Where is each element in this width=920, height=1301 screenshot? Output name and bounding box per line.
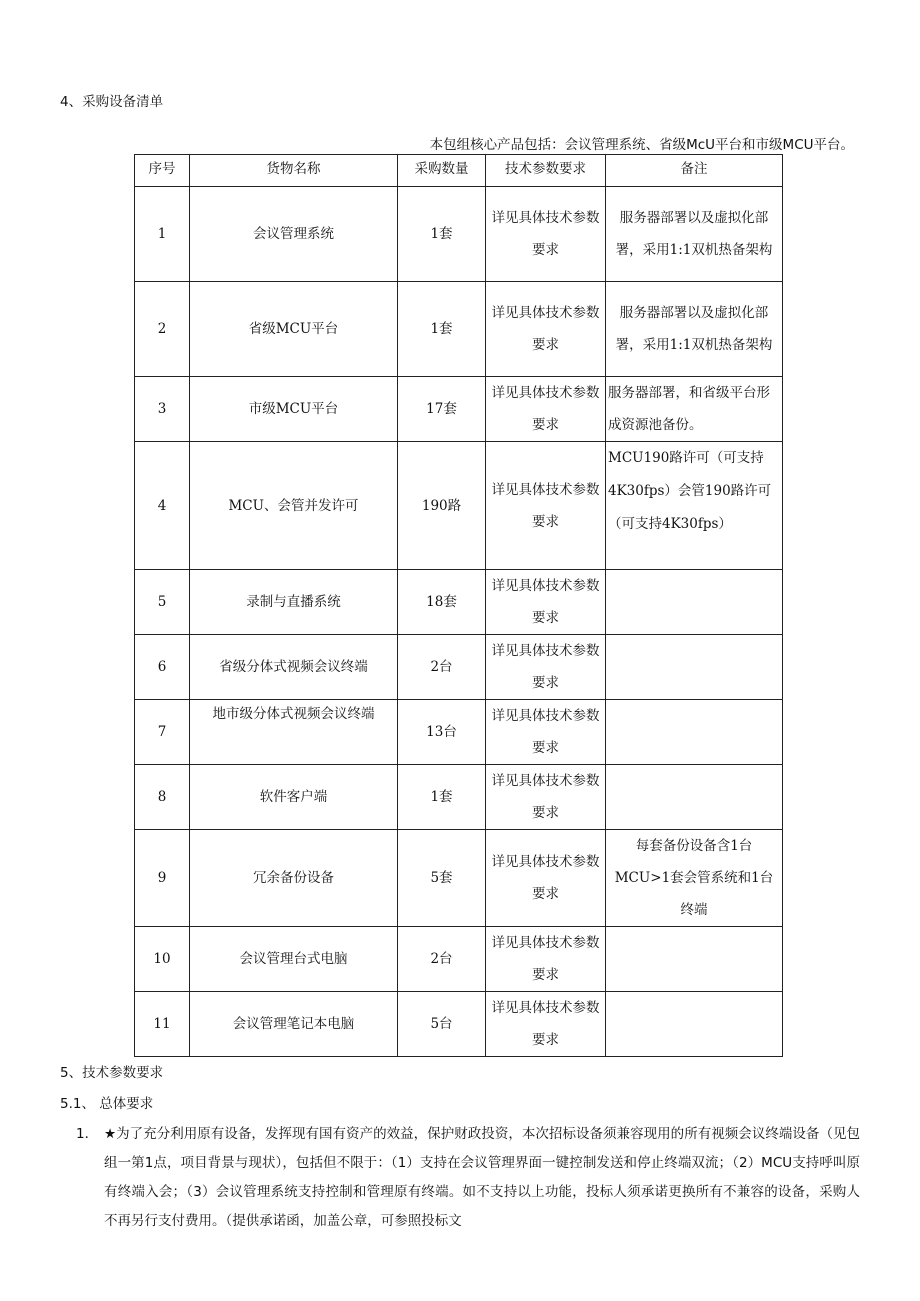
header-no: 序号 (135, 155, 190, 187)
row-no: 4 (135, 442, 190, 570)
row-spec: 详见具体技术参数要求 (486, 570, 606, 635)
row-note: MCU190路许可（可支持4K30fps）会管190路许可（可支持4K30fps） (606, 442, 783, 570)
row-no: 3 (135, 377, 190, 442)
row-note: 服务器部署以及虚拟化部署，采用1:1双机热备架构 (606, 282, 783, 377)
row-spec: 详见具体技术参数要求 (486, 992, 606, 1057)
row-note: 每套备份设备含1台MCU>1套会管系统和1台终端 (606, 830, 783, 927)
row-spec: 详见具体技术参数要求 (486, 377, 606, 442)
row-spec: 详见具体技术参数要求 (486, 635, 606, 700)
row-name: 市级MCU平台 (190, 377, 398, 442)
row-no: 5 (135, 570, 190, 635)
row-name: 省级分体式视频会议终端 (190, 635, 398, 700)
row-name: 会议管理台式电脑 (190, 927, 398, 992)
row-no: 1 (135, 187, 190, 282)
row-note (606, 700, 783, 765)
table-row (135, 442, 783, 570)
requirement-item-1 (76, 1120, 860, 1236)
equipment-table (134, 154, 783, 1057)
row-spec: 详见具体技术参数要求 (486, 765, 606, 830)
row-no: 6 (135, 635, 190, 700)
row-name: MCU、会管并发许可 (190, 442, 398, 570)
row-note (606, 765, 783, 830)
row-note: 服务器部署，和省级平台形成资源池备份。 (606, 377, 783, 442)
table-row (135, 377, 783, 442)
row-qty: 17套 (398, 377, 486, 442)
row-spec: 详见具体技术参数要求 (486, 442, 606, 570)
row-name: 会议管理笔记本电脑 (190, 992, 398, 1057)
row-no: 7 (135, 700, 190, 765)
row-name: 冗余备份设备 (190, 830, 398, 927)
section-5-1-heading: 5.1、 总体要求 (60, 1096, 154, 1112)
table-row (135, 635, 783, 700)
section-5-heading: 5、技术参数要求 (60, 1065, 164, 1081)
table-row (135, 992, 783, 1057)
item-number: 1． (76, 1126, 99, 1142)
core-products-note: 本包组核心产品包括：会议管理系统、省级McU平台和市级MCU平台。 (429, 137, 854, 153)
table-header-row (135, 155, 783, 187)
row-name: 地市级分体式视频会议终端 (190, 700, 398, 765)
table-row (135, 927, 783, 992)
row-qty: 1套 (398, 765, 486, 830)
row-name: 录制与直播系统 (190, 570, 398, 635)
table-row (135, 700, 783, 765)
table-row (135, 765, 783, 830)
row-note (606, 570, 783, 635)
row-spec: 详见具体技术参数要求 (486, 927, 606, 992)
table-row (135, 570, 783, 635)
row-note (606, 992, 783, 1057)
row-qty: 5套 (398, 830, 486, 927)
row-no: 11 (135, 992, 190, 1057)
row-name: 软件客户端 (190, 765, 398, 830)
row-note (606, 635, 783, 700)
table-row (135, 282, 783, 377)
row-qty: 1套 (398, 282, 486, 377)
header-note: 备注 (606, 155, 783, 187)
row-spec: 详见具体技术参数要求 (486, 187, 606, 282)
row-note (606, 927, 783, 992)
row-no: 9 (135, 830, 190, 927)
section-4-heading: 4、采购设备清单 (60, 94, 164, 110)
table-row (135, 830, 783, 927)
header-name: 货物名称 (190, 155, 398, 187)
row-no: 2 (135, 282, 190, 377)
row-qty: 2台 (398, 635, 486, 700)
requirement-text: ★为了充分利用原有设备，发挥现有国有资产的效益，保护财政投资，本次招标设备须兼容现用的所有视频会议终端设备（见包组一第1点，项目背景与现状），包括但不限于：（1）支持在会议管理界面一键控制发送和停止终端双流；（2）MCU支持呼叫原有终端入会；（3）会议管理系统支持控制和管理原有终端。如不支持以上功能，投标人须承诺更换所有不兼容的设备，采购人不再另行支付费用。（提供承诺函，加盖公章，可参照投标文 (104, 1126, 860, 1229)
row-qty: 2台 (398, 927, 486, 992)
row-qty: 190路 (398, 442, 486, 570)
row-qty: 13台 (398, 700, 486, 765)
row-no: 8 (135, 765, 190, 830)
table-row (135, 187, 783, 282)
row-spec: 详见具体技术参数要求 (486, 282, 606, 377)
row-note: 服务器部署以及虚拟化部署，采用1:1双机热备架构 (606, 187, 783, 282)
row-qty: 1套 (398, 187, 486, 282)
header-qty: 采购数量 (398, 155, 486, 187)
row-name: 省级MCU平台 (190, 282, 398, 377)
row-qty: 5台 (398, 992, 486, 1057)
row-no: 10 (135, 927, 190, 992)
row-name: 会议管理系统 (190, 187, 398, 282)
row-qty: 18套 (398, 570, 486, 635)
row-spec: 详见具体技术参数要求 (486, 700, 606, 765)
header-spec: 技术参数要求 (486, 155, 606, 187)
row-spec: 详见具体技术参数要求 (486, 830, 606, 927)
